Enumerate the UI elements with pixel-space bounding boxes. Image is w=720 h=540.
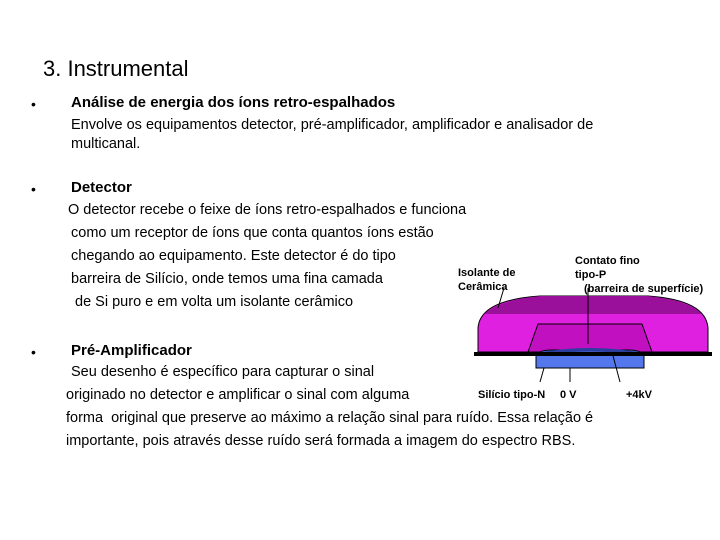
ceramic-recess [528,324,652,352]
section-1-line-1: Envolve os equipamentos detector, pré-amplificador, amplificador e analisador de [71,117,594,133]
section-heading-analise: Análise de energia dos íons retro-espalhados [71,94,396,111]
label-barreira-superficie: (barreira de superfície) [584,283,704,295]
slide-title: 3. Instrumental [43,56,189,81]
section-2-line-4: barreira de Silício, onde temos uma fina camada [71,271,383,287]
section-3-line-3: forma original que preserve ao máximo a relação sinal para ruído. Essa relação é [66,410,594,426]
bullet-3: • [31,344,36,360]
section-3-line-4: importante, pois através desse ruído será formada a imagem do espectro RBS. [66,433,576,449]
section-2-line-3: chegando ao equipamento. Este detector é do tipo [71,248,396,264]
bullet-1: • [31,96,36,112]
section-2-line-1: O detector recebe o feixe de íons retro-espalhados e funciona [68,202,467,218]
detector-base [474,352,712,356]
leader-silicio [540,368,544,382]
bullet-2: • [31,181,36,197]
section-1-line-2: multicanal. [71,136,141,152]
section-heading-detector: Detector [71,179,132,196]
label-zero-v: 0 V [560,389,577,401]
section-2-line-5: de Si puro e em volta um isolante cerâmico [71,294,354,310]
section-heading-pre-amplificador: Pré-Amplificador [71,342,192,359]
section-2-line-2: como um receptor de íons que conta quantos íons estão [71,225,434,241]
label-silicio-tipo-n: Silício tipo-N [478,389,546,401]
section-3-line-2: originado no detector e amplificar o sinal com alguma [66,387,410,403]
label-tipo-p: tipo-P [575,269,607,281]
label-plus-4kv: +4kV [626,389,652,401]
section-3-line-1: Seu desenho é específico para capturar o sinal [71,364,375,380]
label-ceramica: Cerâmica [458,281,508,293]
label-isolante-de: Isolante de [458,267,516,279]
label-contato-fino: Contato fino [575,255,640,267]
